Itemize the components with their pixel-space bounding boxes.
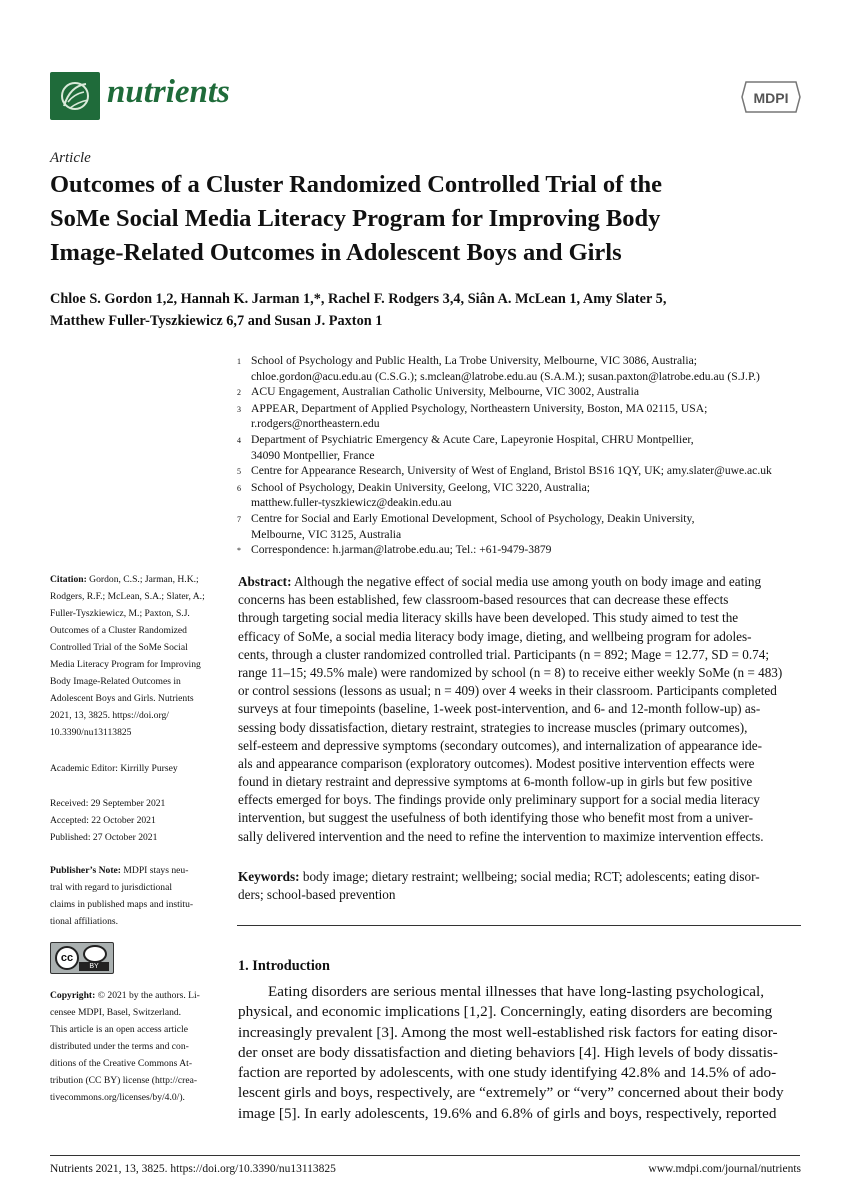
abstract [238, 573, 801, 846]
affiliation-text [251, 480, 590, 511]
paragraph-line: faction are reported by adolescents, with one study identifying 42.8% and 14.5% of ado- [238, 1064, 777, 1082]
abstract-line: als and appearance comparison (exploratory outcomes). Modest positive intervention effects were [238, 755, 755, 771]
affiliation-text [251, 463, 772, 480]
publisher-note-line: Publisher’s Note: MDPI stays neu- [50, 865, 189, 876]
copyright-line: distributed under the terms and con- [50, 1041, 189, 1052]
date-line: Published: 27 October 2021 [50, 832, 158, 843]
copyright-line: tivecommons.org/licenses/by/4.0/). [50, 1092, 185, 1103]
affiliation-line: Centre for Appearance Research, University of West of England, Bristol BS16 1QY, UK; amy.slater@uwe.ac.uk [251, 464, 772, 478]
paragraph-line: der onset are body dissatisfaction and dieting behaviors [4]. High levels of body dissatis- [238, 1043, 778, 1061]
citation-line: Citation: Gordon, C.S.; Jarman, H.K.; [50, 574, 199, 585]
affiliation-line: School of Psychology, Deakin University, Geelong, VIC 3220, Australia; [251, 480, 590, 494]
nutrients-logo-icon [50, 72, 100, 120]
affiliation-number: 6 [237, 483, 241, 493]
citation-line: 10.3390/nu13113825 [50, 727, 132, 738]
citation-line: Outcomes of a Cluster Randomized [50, 625, 187, 636]
affiliation-number: 4 [237, 435, 241, 445]
affiliation-line: r.rodgers@northeastern.edu [251, 417, 380, 431]
affiliation-item [237, 511, 807, 542]
copyright-line: ditions of the Creative Commons At- [50, 1058, 193, 1069]
affiliation-item [237, 480, 807, 511]
affiliation-line: Centre for Social and Early Emotional Development, School of Psychology, Deakin University, [251, 511, 695, 525]
affiliation-line: Correspondence: h.jarman@latrobe.edu.au; Tel.: +61-9479-3879 [251, 543, 552, 557]
cc-by-license-badge[interactable] [50, 942, 114, 974]
author-list [50, 288, 810, 332]
title-line: Outcomes of a Cluster Randomized Controlled Trial of the [50, 171, 663, 198]
article-type: Article [50, 150, 91, 166]
abstract-line: or control sessions (lessons as usual; n = 409) over 4 weeks in their classroom. Participants completed [238, 683, 777, 699]
citation-block [50, 571, 220, 741]
introduction-text [238, 982, 801, 1124]
copyright-line: This article is an open access article [50, 1024, 188, 1035]
abstract-line: Abstract: Although the negative effect of social media use among youth on body image and eating [238, 574, 762, 589]
footer-divider [50, 1155, 800, 1156]
affiliation-line: chloe.gordon@acu.edu.au (C.S.G.); s.mclean@latrobe.edu.au (S.A.M.); susan.paxton@latrobe.edu.au (S.J.P.) [251, 369, 760, 383]
paragraph-line: Eating disorders are serious mental illnesses that have long-lasting psychological, [268, 983, 765, 1000]
title-line: Image-Related Outcomes in Adolescent Boys and Girls [50, 239, 622, 266]
copyright-line: censee MDPI, Basel, Switzerland. [50, 1007, 182, 1018]
affiliation-item [237, 401, 807, 432]
publisher-note [50, 862, 220, 930]
publisher-name: MDPI [753, 90, 789, 106]
copyright-line: tribution (CC BY) license (http://crea- [50, 1075, 198, 1086]
publisher-logo [740, 78, 802, 116]
license-badge-label: BY [79, 962, 109, 971]
paragraph-line: image [5]. In early adolescents, 19.6% and 6.8% of girls and boys, respectively, reported [238, 1104, 777, 1122]
keywords [238, 868, 801, 904]
person-icon [83, 945, 107, 963]
affiliation-line: 34090 Montpellier, France [251, 448, 375, 462]
affiliation-number: 2 [237, 388, 241, 398]
paragraph-line: physical, and economic implications [1,2]. Concerningly, eating disorders are becoming [238, 1003, 773, 1021]
affiliation-text [251, 511, 694, 542]
abstract-line: range 11–15; 49.5% male) were randomized by school (n = 8) to receive either weekly SoMe (n = 483) [238, 664, 783, 680]
abstract-line: sessing body dissatisfaction, dietary restraint, strategies to increase muscles (primary outcomes), [238, 719, 748, 735]
abstract-line: surveys at four timepoints (baseline, 1-week post-intervention, and 6- and 12-month follow-up) as- [238, 701, 761, 717]
paragraph-line: increasingly prevalent [3]. Among the most well-established risk factors for eating disor- [238, 1023, 778, 1041]
affiliation-text [251, 432, 694, 463]
affiliations [237, 353, 807, 559]
affiliation-line: Department of Psychiatric Emergency & Acute Care, Lapeyronie Hospital, CHRU Montpellier, [251, 432, 694, 446]
affiliation-number: 1 [237, 357, 241, 366]
affiliation-item [237, 432, 807, 463]
publication-dates [50, 795, 220, 846]
affiliation-number: * [237, 546, 241, 556]
abstract-label: Abstract: [238, 574, 292, 589]
citation-label: Citation: [50, 574, 87, 585]
abstract-line: through targeting social media literacy skills have been developed. This study aimed to test the [238, 610, 739, 626]
article-title [50, 168, 770, 270]
author-line: Chloe S. Gordon 1,2, Hannah K. Jarman 1,*, Rachel F. Rodgers 3,4, Siân A. McLean 1, Amy Slater 5, [50, 291, 667, 307]
affiliation-text [251, 401, 707, 432]
section-heading: 1. Introduction [238, 958, 330, 974]
citation-line: Adolescent Boys and Girls. Nutrients [50, 693, 194, 704]
abstract-line: effects emerged for boys. The findings provide only preliminary support for a social media literacy [238, 792, 760, 808]
affiliation-line: ACU Engagement, Australian Catholic University, Melbourne, VIC 3002, Australia [251, 385, 640, 399]
abstract-line: found in dietary restraint and depressive symptoms at 6-month follow-up in girls but few positive [238, 774, 753, 790]
academic-editor: Academic Editor: Kirrilly Pursey [50, 763, 178, 774]
footer-url[interactable]: www.mdpi.com/journal/nutrients [648, 1163, 801, 1175]
affiliation-line: matthew.fuller-tyszkiewicz@deakin.edu.au [251, 496, 452, 510]
citation-line: Fuller-Tyszkiewicz, M.; Paxton, S.J. [50, 608, 190, 619]
affiliation-item [237, 463, 807, 480]
keywords-line: Keywords: body image; dietary restraint; wellbeing; social media; RCT; adolescents; eating disor- [238, 869, 760, 884]
affiliation-item [237, 542, 807, 559]
footer-citation: Nutrients 2021, 13, 3825. https://doi.org/10.3390/nu13113825 [50, 1163, 336, 1175]
affiliation-item [237, 353, 807, 384]
abstract-line: intervention, but suggest the usefulness of both identifying those who benefit most from a univer- [238, 810, 754, 826]
date-line: Received: 29 September 2021 [50, 798, 166, 809]
affiliation-line: APPEAR, Department of Applied Psychology, Northeastern University, Boston, MA 02115, USA; [251, 401, 708, 415]
affiliation-text [251, 384, 639, 401]
affiliation-text [251, 353, 760, 384]
abstract-line: cents, through a cluster randomized controlled trial. Participants (n = 892; Mage = 12.77, SD = 0.74; [238, 646, 770, 662]
title-line: SoMe Social Media Literacy Program for Improving Body [50, 205, 661, 232]
copyright-block [50, 987, 220, 1106]
author-line: Matthew Fuller-Tyszkiewicz 6,7 and Susan J. Paxton 1 [50, 313, 383, 329]
citation-line: 2021, 13, 3825. https://doi.org/ [50, 710, 169, 721]
citation-line: Media Literacy Program for Improving [50, 659, 201, 670]
affiliation-line: School of Psychology and Public Health, La Trobe University, Melbourne, VIC 3086, Australia; [251, 354, 697, 367]
copyright-label: Copyright: [50, 990, 96, 1001]
affiliation-text [251, 542, 551, 559]
publisher-note-label: Publisher’s Note: [50, 865, 121, 876]
affiliation-item [237, 384, 807, 401]
citation-line: Body Image-Related Outcomes in [50, 676, 181, 687]
abstract-line: self-esteem and depressive symptoms (secondary outcomes), and internalization of appearance ide- [238, 737, 763, 753]
abstract-line: efficacy of SoMe, a social media literacy body image, dieting, and wellbeing program for adoles- [238, 628, 752, 644]
affiliation-line: Melbourne, VIC 3125, Australia [251, 527, 402, 541]
section-divider [237, 925, 801, 926]
date-line: Accepted: 22 October 2021 [50, 815, 156, 826]
affiliation-number: 3 [237, 404, 241, 414]
citation-line: Rodgers, R.F.; McLean, S.A.; Slater, A.; [50, 591, 205, 602]
keywords-label: Keywords: [238, 869, 300, 884]
journal-name: nutrients [107, 74, 230, 110]
abstract-line: concerns has been established, few classroom-based resources that can decrease these effects [238, 592, 729, 608]
affiliation-number: 7 [237, 514, 241, 524]
publisher-note-line: claims in published maps and institu- [50, 899, 194, 910]
journal-logo [50, 72, 250, 122]
copyright-line: Copyright: © 2021 by the authors. Li- [50, 990, 200, 1001]
affiliation-number: 5 [237, 467, 241, 477]
publisher-note-line: tral with regard to jurisdictional [50, 882, 173, 893]
cc-icon: cc [55, 946, 79, 970]
keywords-line: ders; school-based prevention [238, 887, 396, 903]
paragraph-line: lescent girls and boys, respectively, are “extremely” or “very” concerned about their body [238, 1084, 784, 1102]
publisher-note-line: tional affiliations. [50, 916, 119, 927]
abstract-line: sally delivered intervention and the need to refine the intervention to maximize intervention effects. [238, 828, 764, 844]
citation-line: Controlled Trial of the SoMe Social [50, 642, 188, 653]
